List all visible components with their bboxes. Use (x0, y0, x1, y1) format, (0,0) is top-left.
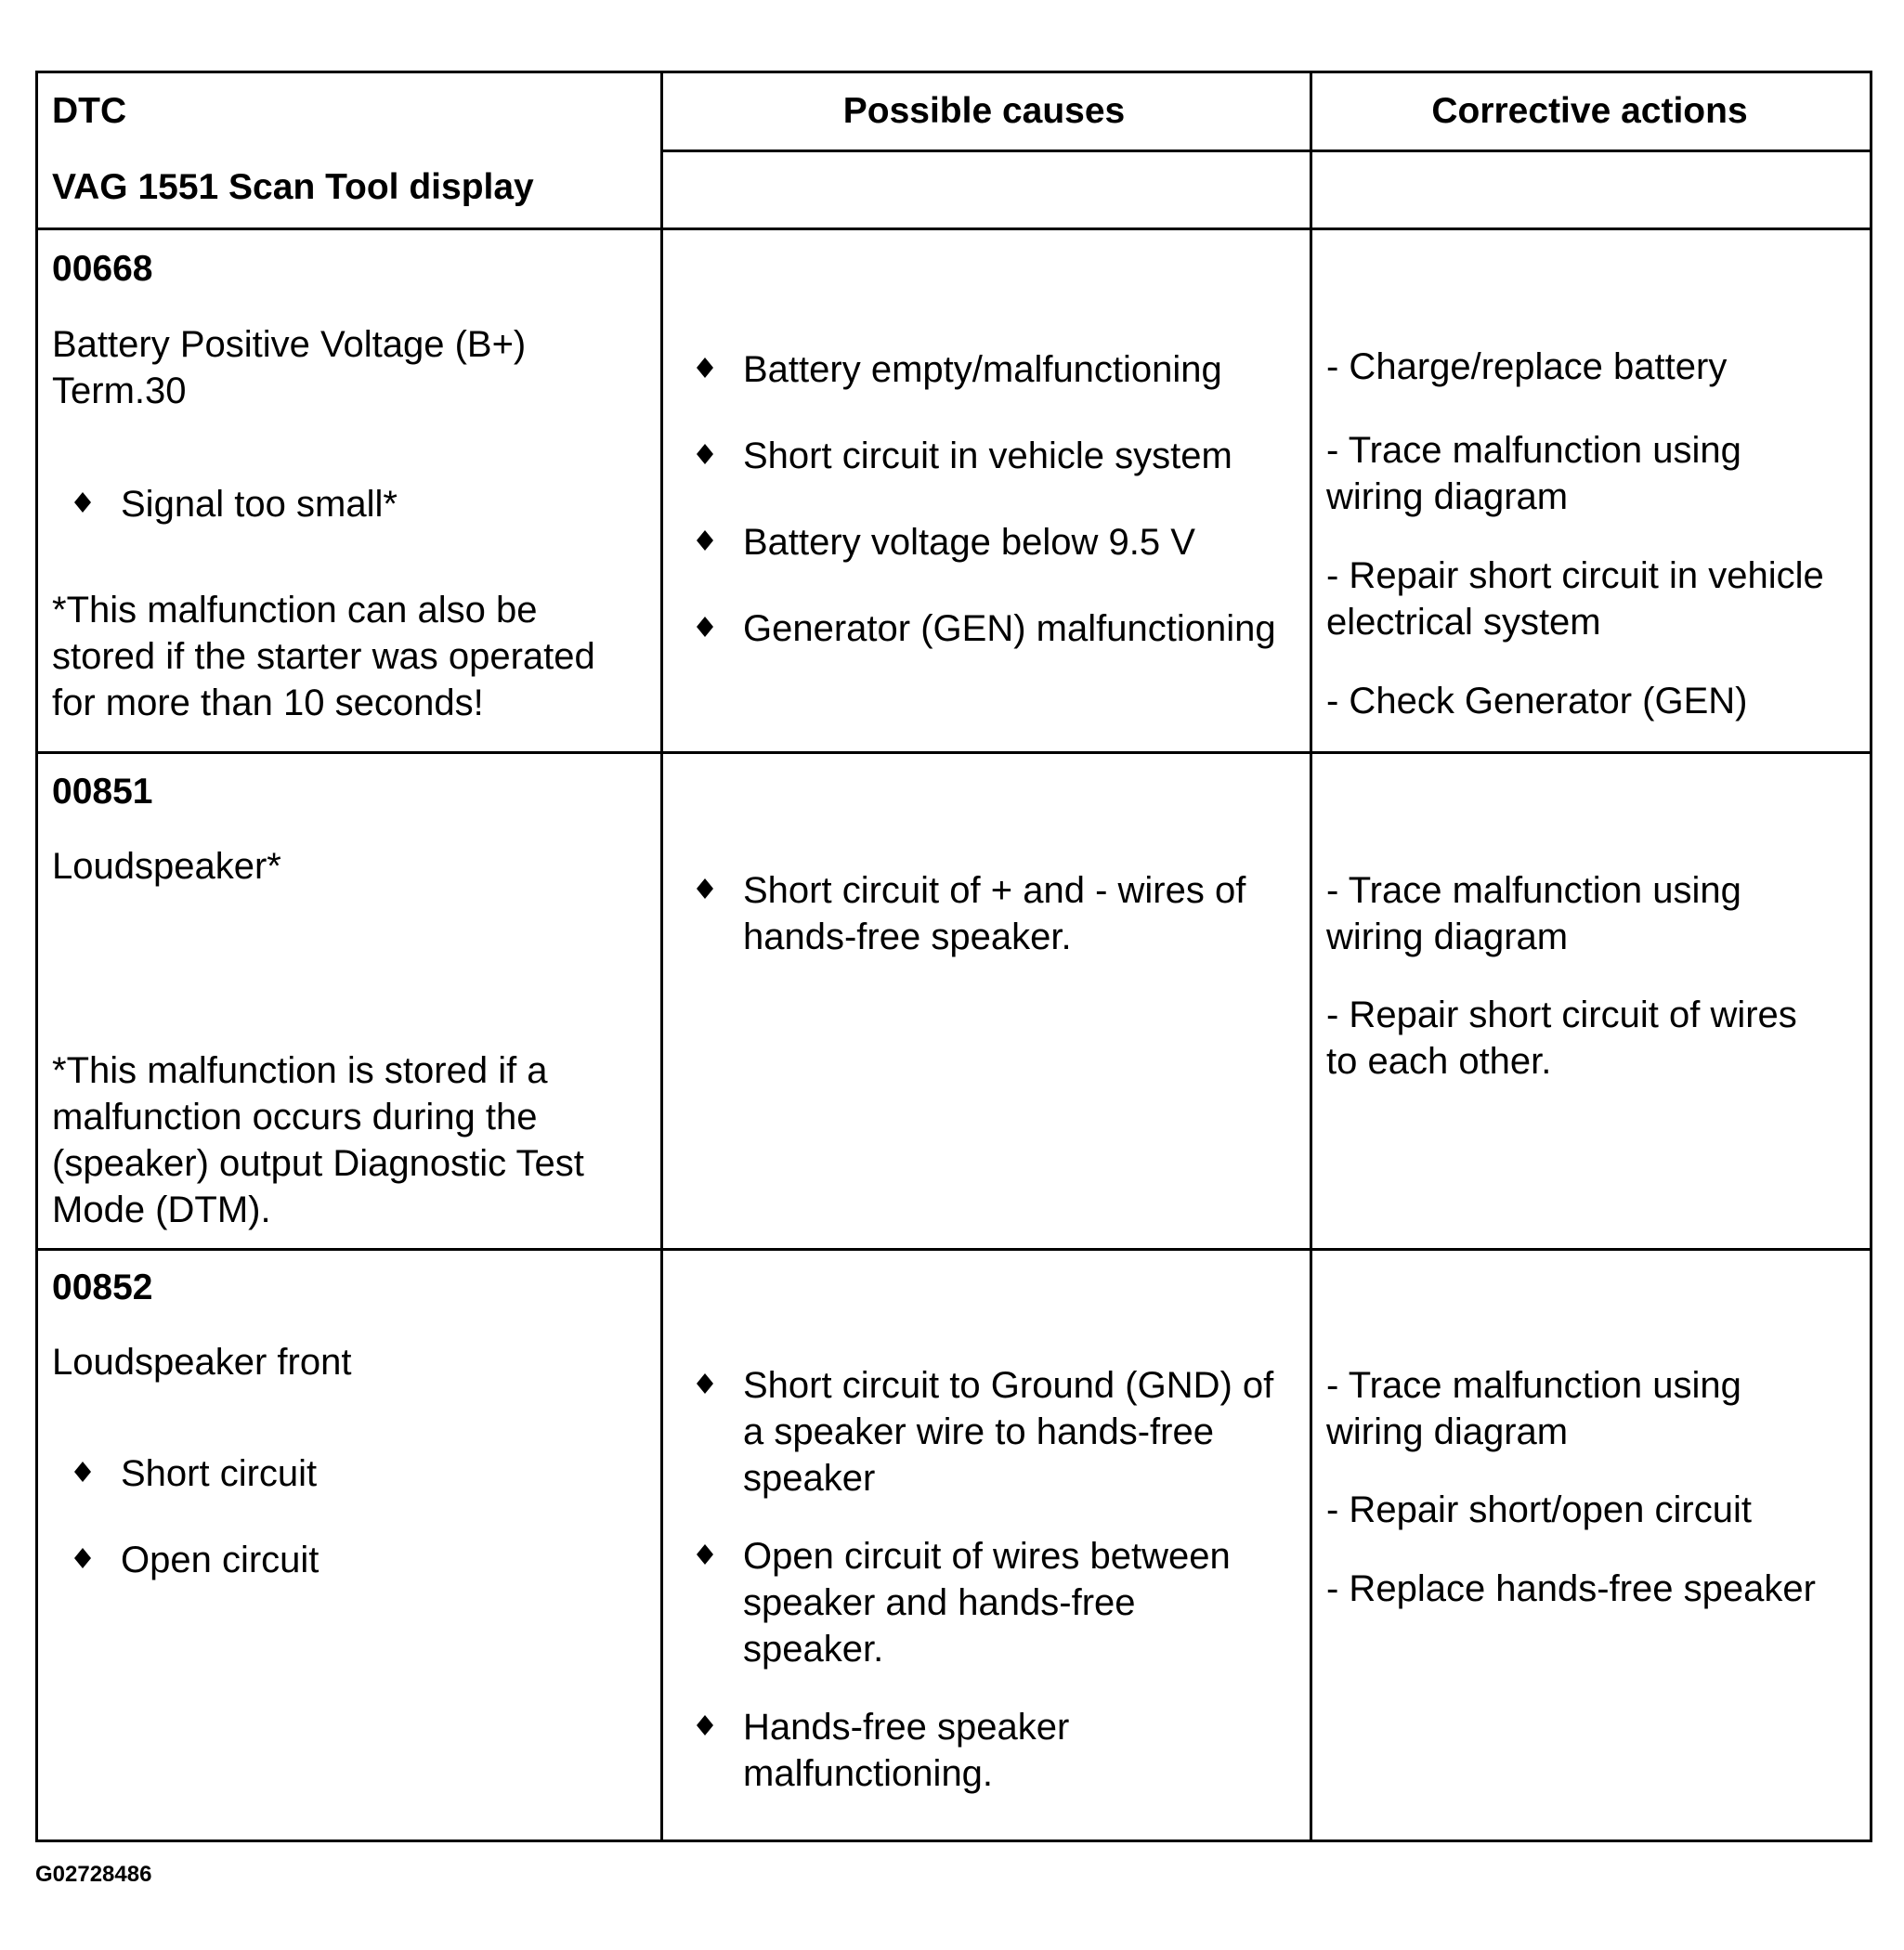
note-text: for more than 10 seconds! (52, 682, 484, 723)
cause-item: Short circuit of + and - wires of (692, 867, 1245, 914)
cause-item: Battery voltage below 9.5 V (692, 519, 1195, 566)
condition-item: Open circuit (70, 1537, 319, 1583)
row-divider (38, 1248, 1870, 1251)
action-text: - Repair short/open circuit (1326, 1489, 1752, 1530)
header-dtc: DTC (52, 91, 127, 131)
diamond-bullet-icon (692, 519, 720, 566)
header-possible-causes: Possible causes (842, 91, 1126, 131)
note-text: Mode (DTM). (52, 1190, 271, 1230)
column-divider (1310, 73, 1312, 1840)
note-text: *This malfunction is stored if a (52, 1050, 548, 1091)
action-text: - Trace malfunction using (1326, 430, 1741, 471)
diamond-bullet-icon (692, 605, 720, 652)
action-text: - Check Generator (GEN) (1326, 681, 1748, 722)
cause-text: a speaker wire to hands-free (743, 1411, 1214, 1452)
row-divider (38, 751, 1870, 754)
header-divider (660, 150, 1870, 152)
cause-item: Generator (GEN) malfunctioning (692, 605, 1276, 652)
cause-item: Short circuit in vehicle system (692, 433, 1232, 479)
action-text: wiring diagram (1326, 916, 1569, 957)
cause-text: hands-free speaker. (743, 916, 1072, 957)
dtc-display-text: Loudspeaker front (52, 1342, 352, 1383)
note-text: malfunction occurs during the (52, 1097, 538, 1138)
dtc-display-text: Term.30 (52, 370, 187, 411)
diamond-bullet-icon (70, 481, 98, 527)
note-text: *This malfunction can also be (52, 590, 538, 630)
action-text: - Charge/replace battery (1326, 346, 1728, 387)
action-text: - Repair short circuit of wires (1326, 994, 1797, 1035)
cause-text: speaker and hands-free (743, 1582, 1136, 1623)
header-corrective-actions: Corrective actions (1431, 91, 1748, 131)
dtc-code: 00852 (52, 1268, 153, 1307)
cause-item: Battery empty/malfunctioning (692, 346, 1222, 393)
action-text: - Repair short circuit in vehicle (1326, 555, 1824, 596)
action-text: electrical system (1326, 602, 1601, 643)
condition-item: Short circuit (70, 1450, 317, 1497)
header-scan-tool-display: VAG 1551 Scan Tool display (52, 167, 534, 207)
dtc-display-text: Loudspeaker* (52, 846, 281, 887)
condition-item: Signal too small* (70, 481, 398, 527)
dtc-display-text: Battery Positive Voltage (B+) (52, 324, 527, 365)
diamond-bullet-icon (70, 1450, 98, 1497)
cause-text: malfunctioning. (743, 1753, 994, 1794)
diamond-bullet-icon (692, 1362, 720, 1409)
cause-item: Short circuit to Ground (GND) of (692, 1362, 1273, 1409)
diamond-bullet-icon (692, 433, 720, 479)
action-text: - Trace malfunction using (1326, 870, 1741, 911)
action-text: - Replace hands-free speaker (1326, 1568, 1816, 1609)
row-divider (38, 228, 1870, 230)
cause-text: speaker. (743, 1629, 884, 1670)
diamond-bullet-icon (692, 346, 720, 393)
action-text: wiring diagram (1326, 1411, 1569, 1452)
note-text: (speaker) output Diagnostic Test (52, 1143, 584, 1184)
cause-item: Open circuit of wires between (692, 1533, 1231, 1580)
diamond-bullet-icon (692, 867, 720, 914)
column-divider (660, 73, 663, 1840)
dtc-code: 00851 (52, 772, 153, 812)
diamond-bullet-icon (692, 1704, 720, 1750)
diamond-bullet-icon (692, 1533, 720, 1580)
cause-text: speaker (743, 1458, 876, 1499)
figure-id: G02728486 (35, 1862, 152, 1887)
action-text: wiring diagram (1326, 476, 1569, 517)
cause-item: Hands-free speaker (692, 1704, 1069, 1750)
dtc-code: 00668 (52, 249, 153, 289)
diamond-bullet-icon (70, 1537, 98, 1583)
note-text: stored if the starter was operated (52, 636, 595, 677)
action-text: - Trace malfunction using (1326, 1365, 1741, 1406)
action-text: to each other. (1326, 1041, 1552, 1082)
